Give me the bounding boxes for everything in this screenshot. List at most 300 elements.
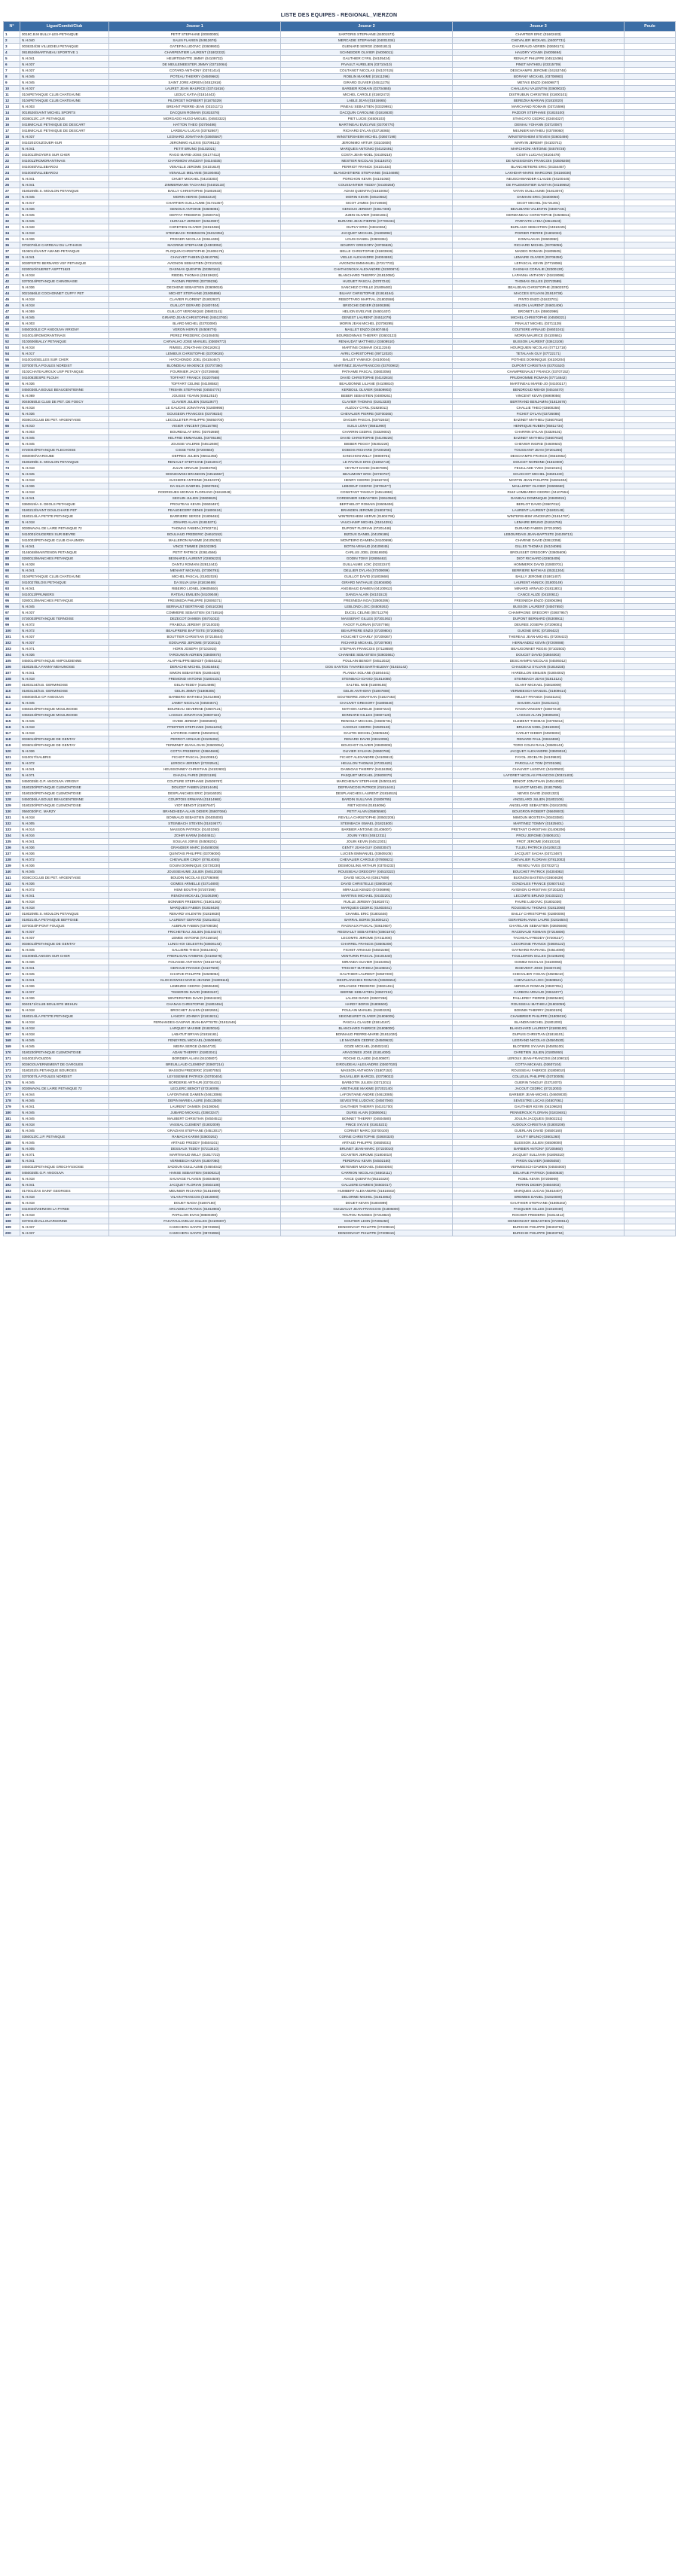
table-row: [4, 489, 676, 495]
team-club: 0018C.B.M BULLY-LES-PETANQUE: [20, 32, 109, 38]
team-number: 3: [4, 44, 20, 50]
team-number: 137: [4, 851, 20, 857]
player-3-cell: CHAMPAGNE GREGORY (03607957): [453, 610, 625, 616]
table-row: [4, 706, 676, 712]
player-2-cell: POULAIN MANUEL (01802225): [281, 1008, 453, 1014]
pool-cell: [625, 562, 676, 568]
team-number: 114: [4, 712, 20, 718]
table-row: [4, 586, 676, 592]
player-3-cell: DE PALEMONTIER GAETAN (04159652): [453, 182, 625, 188]
player-3-cell: SEVESTRE LUCAS (04507061): [453, 1098, 625, 1104]
team-number: 142: [4, 881, 20, 887]
pool-cell: [625, 899, 676, 905]
pool-cell: [625, 405, 676, 411]
team-club: N.H.036: [20, 863, 109, 869]
pool-cell: [625, 267, 676, 273]
player-3-cell: HOURQUIEN NICOLAS (07712718): [453, 345, 625, 351]
table-row: [4, 562, 676, 568]
player-2-cell: HARDY BORIS (01806500): [281, 1001, 453, 1008]
table-row: [4, 959, 676, 965]
player-2-cell: LUCIEN EMMANUEL (03609105): [281, 851, 453, 857]
player-2-cell: PINCE SYLVIE (01815221): [281, 1122, 453, 1128]
pool-cell: [625, 658, 676, 664]
team-club: N.H.018: [20, 345, 109, 351]
team-club: N.H.041: [20, 1158, 109, 1164]
player-2-cell: BARBIER ANTOINE (01406007): [281, 827, 453, 833]
player-1-cell: MAUBERT CHRISTIAN (04504511): [109, 1116, 281, 1122]
player-2-cell: COUTANGT NICOLAS (04107415): [281, 68, 453, 74]
team-club: 0410045/VILLEBAROU: [20, 164, 109, 170]
player-3-cell: BURICHE PHILIPPE (08403794): [453, 1224, 625, 1230]
team-number: 45: [4, 297, 20, 303]
team-number: 20: [4, 146, 20, 152]
player-1-cell: RIMSEL JONATHAN (09116261): [109, 345, 281, 351]
team-club: 0410027/BLOIS PETANQUE: [20, 580, 109, 586]
player-1-cell: BOURDILLAT ERIC (03702859): [109, 429, 281, 435]
team-club: 0410013/NOYERS SUR CHER: [20, 152, 109, 158]
player-2-cell: DELLIER DYLAN (07209099): [281, 568, 453, 574]
team-club: N.H.018: [20, 676, 109, 682]
player-1-cell: EDOUARD JEROME (07202013): [109, 640, 281, 646]
pool-cell: [625, 1152, 676, 1158]
team-number: 68: [4, 435, 20, 441]
team-number: 104: [4, 652, 20, 658]
table-row: [4, 218, 676, 224]
player-2-cell: BERTHELOT ROMAIN (03605406): [281, 501, 453, 508]
player-2-cell: SALTIEL NOE (01809155): [281, 682, 453, 688]
player-3-cell: NEVES DAVID (01821323): [453, 791, 625, 797]
table-row: [4, 1200, 676, 1206]
player-1-cell: ZOHIR KARIM (04504611): [109, 833, 281, 839]
player-2-cell: BRUNET JEAN-MARC (07220010): [281, 1146, 453, 1152]
player-3-cell: DANIEAU DOMINIQUE (03609024): [453, 495, 625, 501]
player-1-cell: AUCHERE ANTOINE (01810378): [109, 477, 281, 483]
player-3-cell: MILLET FRANCK (01621161): [453, 694, 625, 700]
team-club: N.H.041: [20, 586, 109, 592]
pool-cell: [625, 116, 676, 122]
table-row: [4, 694, 676, 700]
pool-cell: [625, 911, 676, 917]
player-3-cell: RAGIN VINCENT (03607219): [453, 706, 625, 712]
player-1-cell: ARCADIEU FRANCK (01818902): [109, 1206, 281, 1212]
table-row: [4, 598, 676, 604]
table-row: [4, 351, 676, 357]
team-club: N.H.028: [20, 562, 109, 568]
table-row: [4, 56, 676, 62]
player-2-cell: MIRANDA OLIVIER (04102062): [281, 959, 453, 965]
team-club: N.H.037: [20, 610, 109, 616]
team-club: 0410003/PETANQUE CLUB CHAUMON: [20, 538, 109, 544]
player-2-cell: ROUSSEAU GREGORY (04510322): [281, 869, 453, 875]
team-club: N.H.045: [20, 971, 109, 977]
pool-cell: [625, 592, 676, 598]
table-row: [4, 676, 676, 682]
pool-cell: [625, 285, 676, 291]
team-club: 0450020/LE CP ANGOUVA VIRIGNY: [20, 327, 109, 333]
team-number: 43: [4, 285, 20, 291]
player-1-cell: TOFFART FRANCK (03207568): [109, 375, 281, 381]
pool-cell: [625, 164, 676, 170]
table-row: [4, 791, 676, 797]
player-3-cell: MARCHIONI ANTOINE (04578728): [453, 146, 625, 152]
table-row: [4, 285, 676, 291]
table-row: [4, 92, 676, 98]
player-1-cell: VIOT BENOIT (01807847): [109, 803, 281, 809]
player-3-cell: HERNANDEZ KEVIN (07209088): [453, 640, 625, 646]
team-club: 0036COCLUB DE PET. ARGENTAISE: [20, 417, 109, 423]
player-1-cell: RENON MICKAEL (04106398): [109, 893, 281, 899]
player-3-cell: FICHET DYLAN (03726086): [453, 411, 625, 417]
team-club: N.H.018: [20, 1020, 109, 1026]
player-1-cell: CHARMION VINCENT (04104035): [109, 158, 281, 164]
table-row: [4, 742, 676, 748]
player-3-cell: CANCE ALIZE (04100611): [453, 592, 625, 598]
player-1-cell: HEUSSONNEY CHRISTIAN (04102602): [109, 767, 281, 773]
player-3-cell: GERMANEAU CHRISTOPHE (04506811): [453, 212, 625, 218]
player-3-cell: BRUHAN NOEL (04510603): [453, 724, 625, 730]
player-1-cell: LEDUC KATIA (01814443): [109, 92, 281, 98]
team-number: 32: [4, 218, 20, 224]
pool-cell: [625, 429, 676, 435]
team-club: N.H.018: [20, 520, 109, 526]
player-3-cell: BUSSON LAURENT (03613108): [453, 339, 625, 345]
player-1-cell: CHARTIER GUILLAUME (01721357): [109, 200, 281, 206]
pool-cell: [625, 140, 676, 146]
player-3-cell: HAUDRY YOANN (04005694): [453, 50, 625, 56]
team-number: 59: [4, 381, 20, 387]
team-club: N.H.045: [20, 947, 109, 953]
player-1-cell: FOURNIER JACKY (03729068): [109, 369, 281, 375]
team-number: 117: [4, 730, 20, 736]
team-number: 26: [4, 182, 20, 188]
player-2-cell: CORDENIER SEBASTIEN (03610563): [281, 495, 453, 501]
team-number: 110: [4, 688, 20, 694]
player-2-cell: PIET LUCIE (04505103): [281, 116, 453, 122]
player-3-cell: DASNIAS CORALIE (02300130): [453, 267, 625, 273]
player-2-cell: CHATAIGNOUX ALEXANDRE (02300874): [281, 267, 453, 273]
player-3-cell: DUPONT BERNARD (05308911): [453, 616, 625, 622]
player-1-cell: BAILLY CHRISTOPHE (01802633): [109, 188, 281, 194]
pool-cell: [625, 815, 676, 821]
player-2-cell: BOURRY GREGORY (03706625): [281, 242, 453, 248]
table-row: [4, 881, 676, 887]
pool-cell: [625, 1086, 676, 1092]
player-3-cell: VINCENT KEVIN (06909056): [453, 393, 625, 399]
pool-cell: [625, 1134, 676, 1140]
pool-cell: [625, 399, 676, 405]
player-2-cell: DENDONANT PHILIPPE (07209616): [281, 1230, 453, 1236]
player-3-cell: JACQUET SULLIVAN (01809310): [453, 1152, 625, 1158]
team-number: 162: [4, 1001, 20, 1008]
team-number: 86: [4, 544, 20, 550]
team-number: 182: [4, 1122, 20, 1128]
player-2-cell: CHARRIN CEDRIC (03329002): [281, 429, 453, 435]
team-club: N.H.072: [20, 628, 109, 634]
team-club: 0370024/HALLOUARSONNE: [20, 1218, 109, 1224]
player-1-cell: DEPRES JULIEN (06611356): [109, 453, 281, 459]
table-row: [4, 98, 676, 104]
team-number: 165: [4, 1020, 20, 1026]
player-3-cell: HENRIQUE RUBEN (05811734): [453, 423, 625, 429]
table-row: [4, 526, 676, 532]
player-3-cell: CHEVALIER FLORIAN (07812002): [453, 857, 625, 863]
player-3-cell: MAILLERET OLIVIER (03606660): [453, 483, 625, 489]
player-2-cell: DUPONT FLORIAN (07201448): [281, 526, 453, 532]
pool-cell: [625, 483, 676, 489]
pool-cell: [625, 1182, 676, 1188]
player-1-cell: KLOCKOWSKI MARIE-JEANNE (01809116): [109, 977, 281, 983]
team-club: N.H.045: [20, 471, 109, 477]
team-club: 0450025/E.G.P. ANGOUVA VIRIGNY: [20, 779, 109, 785]
player-3-cell: LAURENT LAURENT (01802148): [453, 508, 625, 514]
player-2-cell: MASSERAT GILLES (07301062): [281, 616, 453, 622]
player-3-cell: BAILLY JEROME (01801407): [453, 574, 625, 580]
table-row: [4, 700, 676, 706]
team-number: 62: [4, 399, 20, 405]
team-club: 0410022/VOUZON: [20, 1056, 109, 1062]
player-1-cell: LAURET JEAN MAURICE (03741616): [109, 86, 281, 92]
player-1-cell: RAGO MARIE-JOSE (04177412): [109, 152, 281, 158]
team-number: 82: [4, 520, 20, 526]
team-number: 147: [4, 911, 20, 917]
player-1-cell: VASSIAL CLEMENT (01802009): [109, 1122, 281, 1128]
player-1-cell: GATEFIN LUDOVIC (03609902): [109, 44, 281, 50]
team-number: 108: [4, 676, 20, 682]
player-2-cell: DESMOULINS ARTHUR (03704232): [281, 863, 453, 869]
player-3-cell: CHARTIER ERIC (01602403): [453, 32, 625, 38]
team-number: 191: [4, 1176, 20, 1182]
pool-cell: [625, 80, 676, 86]
pool-cell: [625, 62, 676, 68]
team-number: 112: [4, 700, 20, 706]
pool-cell: [625, 1008, 676, 1014]
player-1-cell: GUILLOT VERONIQUE (05803141): [109, 309, 281, 315]
player-1-cell: MARQUES FABIEN (01819426): [109, 905, 281, 911]
team-club: 0450224/PETANQUE MOULINOISE: [20, 706, 109, 712]
team-number: 185: [4, 1140, 20, 1146]
team-club: N.H.041: [20, 255, 109, 261]
player-3-cell: BRONET LEA (05902996): [453, 309, 625, 315]
table-row: [4, 1182, 676, 1188]
table-row: [4, 333, 676, 339]
player-3-cell: GERARDIN ANNA LAURE (01816504): [453, 917, 625, 923]
player-2-cell: PETIT ALAIN (05805560): [281, 809, 453, 815]
player-3-cell: WINTERSHEIM VINCENZO (01814797): [453, 514, 625, 520]
player-1-cell: PERROT ARNAUD (03105392): [109, 736, 281, 742]
pool-cell: [625, 495, 676, 501]
player-3-cell: DESCHAMPS JEROME (04153748): [453, 68, 625, 74]
team-number: 31: [4, 212, 20, 218]
team-club: N.H.010: [20, 423, 109, 429]
table-row: [4, 911, 676, 917]
player-3-cell: BORANY MICKAEL (03708983): [453, 74, 625, 80]
player-1-cell: COTARD ANTHONY (03741414): [109, 68, 281, 74]
player-1-cell: CLAVIER FLORENT (01802937): [109, 297, 281, 303]
player-2-cell: DOS SANTOS TAVARES BARTHELEMY (01815142): [281, 664, 453, 670]
pool-cell: [625, 1068, 676, 1074]
player-1-cell: CHARPENTIER LAURENT (01802332): [109, 50, 281, 56]
table-row: [4, 471, 676, 477]
team-club: 0450020/LE CP ANGOUVA: [20, 694, 109, 700]
team-club: N.H.018: [20, 1008, 109, 1014]
player-3-cell: BERRIERE MATHIAS (05311304): [453, 568, 625, 574]
table-row: [4, 459, 676, 465]
player-2-cell: PIVAULT AURELIEN (03710410): [281, 62, 453, 68]
player-3-cell: COTTA MICKAEL (03607104): [453, 1062, 625, 1068]
player-1-cell: STEINBACH ROBINSON (01810353): [109, 230, 281, 236]
team-number: 76: [4, 483, 20, 489]
player-2-cell: BIERNE SEBASTIEN (03607210): [281, 989, 453, 995]
team-number: 61: [4, 393, 20, 399]
pool-cell: [625, 556, 676, 562]
team-number: 50: [4, 327, 20, 333]
player-3-cell: TACHEAU FREDDY (07206217): [453, 935, 625, 941]
player-2-cell: COSTA JEAN-NOEL (04109218): [281, 152, 453, 158]
team-number: 52: [4, 339, 20, 345]
player-2-cell: HUGUET PASCAL (03707242): [281, 279, 453, 285]
team-number: 23: [4, 164, 20, 170]
team-club: 0106012/SAINT AMAND-PETANQUE: [20, 248, 109, 255]
player-3-cell: MICHEL CHRISTOPHE (04508321): [453, 315, 625, 321]
team-club: N.H.036: [20, 236, 109, 242]
player-1-cell: PAGNIN PIERRE (03739236): [109, 279, 281, 285]
player-3-cell: MARCHAND ROMAIN (03715596): [453, 104, 625, 110]
team-club: N.H.036: [20, 285, 109, 291]
team-number: 55: [4, 357, 20, 363]
player-1-cell: GOUGEON FRANCOIS (03708234): [109, 411, 281, 417]
team-number: 188: [4, 1158, 20, 1164]
pool-cell: [625, 170, 676, 176]
team-club: 0370024/P.PONT FOUQUE: [20, 923, 109, 929]
team-number: 91: [4, 574, 20, 580]
team-club: 0040171/CLUB BOULISTE MEHUN: [20, 1001, 109, 1008]
table-row: [4, 152, 676, 158]
team-club: 0560030/P.C. MARZY: [20, 809, 109, 815]
pool-cell: [625, 785, 676, 791]
team-number: 199: [4, 1224, 20, 1230]
player-3-cell: SCUICHOT MICHEL (04501230): [453, 471, 625, 477]
team-number: 144: [4, 893, 20, 899]
player-3-cell: TULEU PATRICK (04109213): [453, 845, 625, 851]
player-1-cell: FICHOT PASCAL (04100812): [109, 755, 281, 761]
team-club: 0410016/SELLES SUR CHER: [20, 357, 109, 363]
pool-cell: [625, 98, 676, 104]
table-row: [4, 291, 676, 297]
table-row: [4, 1001, 676, 1008]
player-1-cell: LEMEZEE CEDRIC (03606486): [109, 983, 281, 989]
player-2-cell: BEAUDONNE LILIANE (04108810): [281, 381, 453, 387]
pool-cell: [625, 212, 676, 218]
player-3-cell: BARBIER ANTONY (07205660): [453, 1146, 625, 1152]
team-club: 0702076/LE CARREAU DU LATHANIS: [20, 242, 109, 248]
player-2-cell: MARQUES ANTONIO (04102491): [281, 146, 453, 152]
player-1-cell: COUTURE STEPHANE (04509767): [109, 779, 281, 785]
player-2-cell: BELLE CHRISTOPHE (01803936): [281, 248, 453, 255]
team-number: 145: [4, 899, 20, 905]
pool-cell: [625, 905, 676, 911]
player-2-cell: GUILLAUME LOIC (02322247): [281, 562, 453, 568]
table-row: [4, 664, 676, 670]
player-3-cell: BENDROUD MEHDI (04516470): [453, 387, 625, 393]
team-club: N.H.045: [20, 435, 109, 441]
pool-cell: [625, 32, 676, 38]
pool-cell: [625, 995, 676, 1001]
pool-cell: [625, 1056, 676, 1062]
player-1-cell: HEMI BOUTHI (07207399): [109, 887, 281, 893]
player-3-cell: GONZALES FRANCE (03607162): [453, 881, 625, 887]
player-2-cell: PASQUET MICKAEL (03600070): [281, 773, 453, 779]
team-number: 5: [4, 56, 20, 62]
team-number: 13: [4, 104, 20, 110]
pool-cell: [625, 188, 676, 194]
pool-cell: [625, 423, 676, 429]
pool-cell: [625, 1218, 676, 1224]
team-club: N.H.045: [20, 74, 109, 80]
player-3-cell: CARBON ARNAUD (03616077): [453, 989, 625, 995]
pool-cell: [625, 303, 676, 309]
table-row: [4, 1224, 676, 1230]
player-1-cell: PROUTEAU KEVIN (03603487): [109, 501, 281, 508]
pool-cell: [625, 1001, 676, 1008]
player-1-cell: COMMERE SEBASTIEN (04716516): [109, 610, 281, 616]
player-2-cell: ARAGONES JOSE (01814000): [281, 1050, 453, 1056]
pool-cell: [625, 1212, 676, 1218]
team-club: 0180230/PETANQUE CLEMONTOISE: [20, 803, 109, 809]
pool-cell: [625, 622, 676, 628]
team-club: N.H.003: [20, 321, 109, 327]
table-row: [4, 803, 676, 809]
player-3-cell: POTHEE DOMINIQUE (04100204): [453, 357, 625, 363]
player-3-cell: BROUSSET GREGORY (03605609): [453, 550, 625, 556]
team-club: N.H.045: [20, 700, 109, 706]
pool-cell: [625, 742, 676, 748]
pool-cell: [625, 146, 676, 152]
team-club: 0410014/ROMORANTINAIS: [20, 333, 109, 339]
table-row: [4, 550, 676, 556]
player-3-cell: VERMEESCH DAMIEN (04504000): [453, 1164, 625, 1170]
team-number: 74: [4, 471, 20, 477]
table-row: [4, 345, 676, 351]
column-header-player-3: Joueur 3: [453, 22, 625, 32]
player-2-cell: MESTIER NICOLAS (04119372): [281, 158, 453, 164]
player-1-cell: LEROCH JEREMY (07202541): [109, 761, 281, 767]
player-1-cell: HEURTEMATTE JIMMY (04109732): [109, 56, 281, 62]
team-club: N.H.037: [20, 989, 109, 995]
player-3-cell: LAPANNA ANTHONY (01819086): [453, 273, 625, 279]
team-number: 51: [4, 333, 20, 339]
player-3-cell: MARTIN JEAN-PHILIPPE (04602404): [453, 477, 625, 483]
table-row: [4, 1128, 676, 1134]
pool-cell: [625, 50, 676, 56]
table-row: [4, 887, 676, 893]
table-row: [4, 755, 676, 761]
player-2-cell: CHAUVET GREGORY (01805640): [281, 700, 453, 706]
team-number: 113: [4, 706, 20, 712]
table-row: [4, 116, 676, 122]
team-number: 194: [4, 1194, 20, 1200]
table-row: [4, 929, 676, 935]
player-1-cell: MAGRINE STEPHANE (04303052): [109, 242, 281, 248]
player-1-cell: VINCE TIMMEE (06102390): [109, 544, 281, 550]
table-row: [4, 357, 676, 363]
pool-cell: [625, 104, 676, 110]
team-club: N.H.036: [20, 851, 109, 857]
pool-cell: [625, 1128, 676, 1134]
pool-cell: [625, 279, 676, 285]
player-3-cell: STEINBACH JEAN (01813121): [453, 676, 625, 682]
player-3-cell: TOUSSAINT JEAN (07201266): [453, 447, 625, 453]
table-row: [4, 176, 676, 182]
